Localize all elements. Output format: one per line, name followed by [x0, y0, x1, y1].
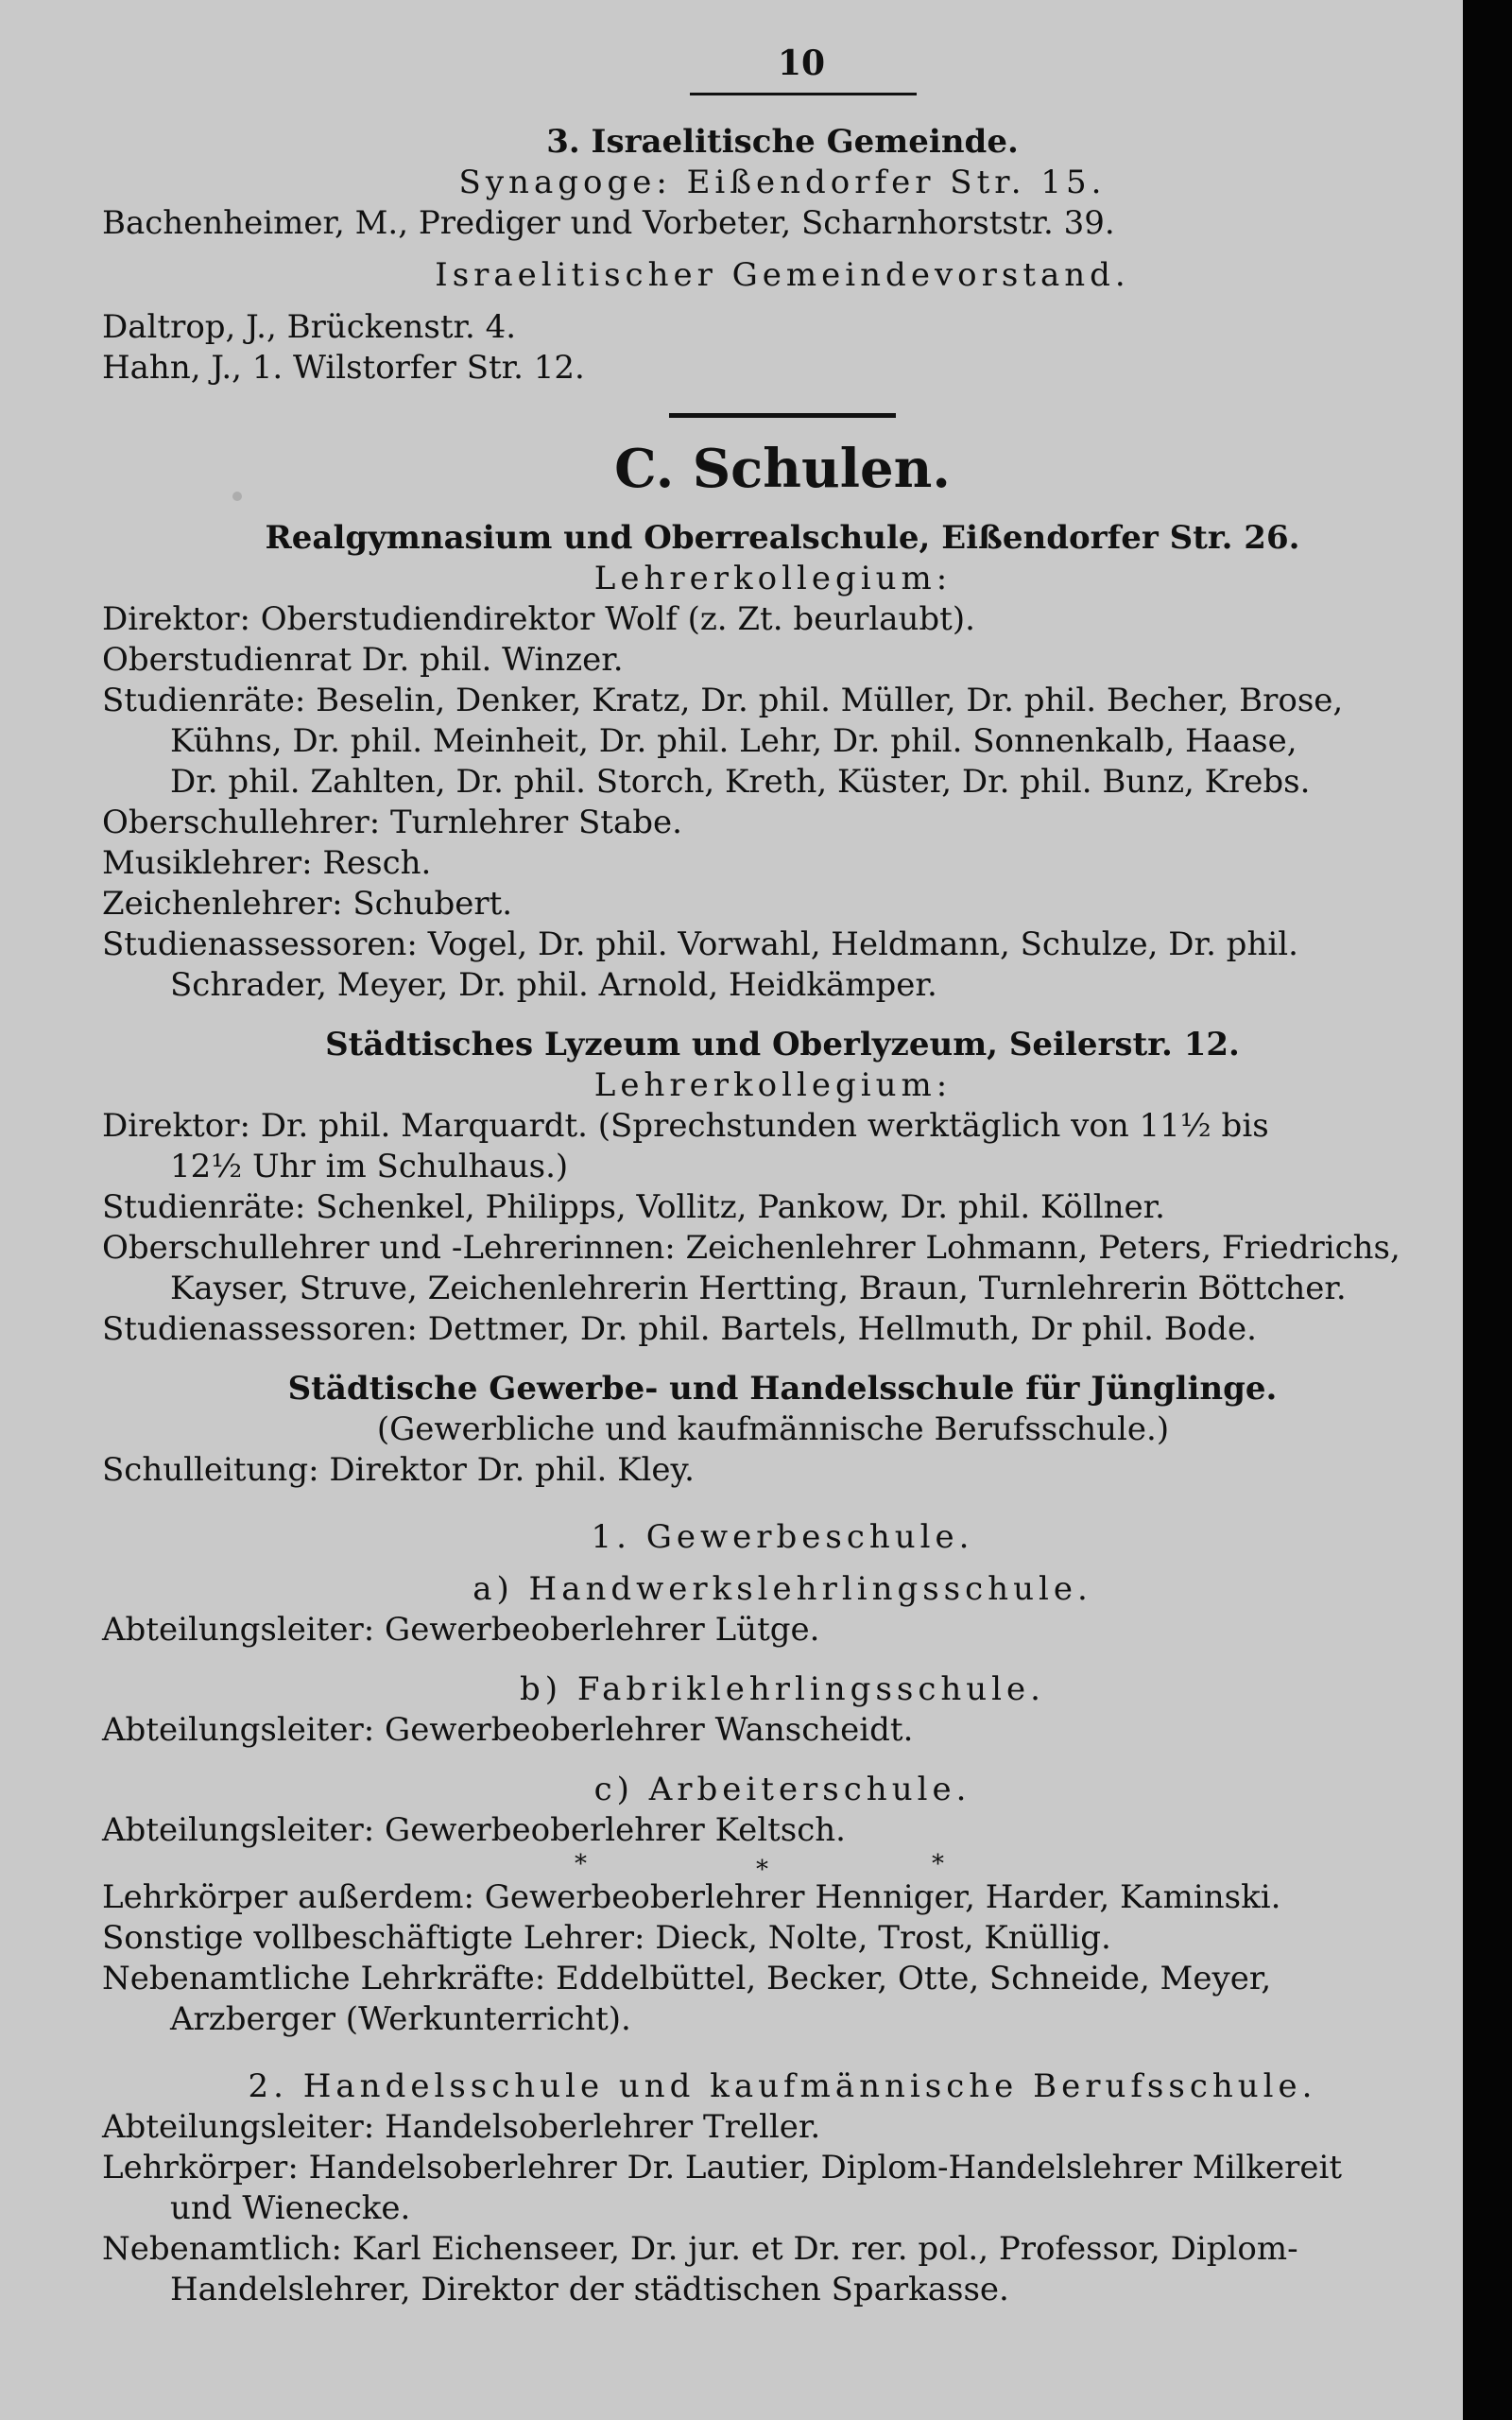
- israelite-heading: 3. Israelitische Gemeinde.: [546, 123, 1019, 161]
- asterisk: *: [932, 1850, 944, 1878]
- staff-line: Kühns, Dr. phil. Meinheit, Dr. phil. Lehr, Dr. phil. Sonnenkalb, Haase,: [170, 722, 1297, 760]
- asterism: [102, 1850, 1406, 1884]
- lyzeum-title: Städtisches Lyzeum und Oberlyzeum, Seilerstr. 12.: [325, 1026, 1240, 1063]
- staff-line: Nebenamtliche Lehrkräfte: Eddelbüttel, Becker, Otte, Schneide, Meyer,: [102, 1960, 1272, 1997]
- staff-line: Studienräte: Schenkel, Philipps, Vollitz, Pankow, Dr. phil. Köllner.: [102, 1188, 1165, 1226]
- staff-line: Direktor: Oberstudiendirektor Wolf (z. Zt. beurlaubt).: [102, 600, 975, 638]
- staff-line: Dr. phil. Zahlten, Dr. phil. Storch, Kreth, Küster, Dr. phil. Bunz, Krebs.: [170, 763, 1311, 801]
- staff-line: Arzberger (Werkunterricht).: [170, 2000, 631, 2038]
- lyzeum-staff-heading: Lehrerkollegium:: [593, 1066, 953, 1104]
- asterisk: *: [756, 1856, 768, 1884]
- staff-line: Lehrkörper außerdem: Gewerbeoberlehrer Henniger, Harder, Kaminski.: [102, 1878, 1281, 1916]
- staff-line: Musiklehrer: Resch.: [102, 844, 432, 882]
- preacher-line: Bachenheimer, M., Prediger und Vorbeter, Scharnhorststr. 39.: [102, 204, 1115, 242]
- page-content: [102, 38, 1406, 2310]
- gewerbe-section2-heading: 2. Handelsschule und kaufmännische Berufsschule.: [248, 2067, 1317, 2105]
- staff-line: und Wienecke.: [170, 2189, 411, 2227]
- staff-line: 12½ Uhr im Schulhaus.): [170, 1148, 569, 1185]
- section-divider: [669, 413, 896, 418]
- synagogue-line: Synagoge: Eißendorfer Str. 15.: [458, 164, 1107, 201]
- staff-line: Abteilungsleiter: Handelsoberlehrer Treller.: [102, 2108, 821, 2146]
- sub-b-head: Abteilungsleiter: Gewerbeoberlehrer Wanscheidt.: [102, 1711, 914, 1749]
- gewerbe-leadership: Schulleitung: Direktor Dr. phil. Kley.: [102, 1451, 695, 1489]
- sub-c-head: Abteilungsleiter: Gewerbeoberlehrer Keltsch.: [102, 1811, 846, 1849]
- realgymnasium-title: Realgymnasium und Oberrealschule, Eißendorfer Str. 26.: [265, 519, 1300, 557]
- staff-line: Oberschullehrer und -Lehrerinnen: Zeichenlehrer Lohmann, Peters, Friedrichs,: [102, 1229, 1400, 1267]
- sub-a-heading: a) Handwerkslehrlingsschule.: [472, 1570, 1092, 1608]
- staff-line: Nebenamtlich: Karl Eichenseer, Dr. jur. et Dr. rer. pol., Professor, Diplom-: [102, 2230, 1298, 2268]
- staff-line: Oberstudienrat Dr. phil. Winzer.: [102, 641, 624, 679]
- sub-a-head: Abteilungsleiter: Gewerbeoberlehrer Lütge.: [102, 1611, 820, 1649]
- gewerbe-title: Städtische Gewerbe- und Handelsschule für Jünglinge.: [287, 1370, 1278, 1408]
- sub-c-heading: c) Arbeiterschule.: [593, 1771, 971, 1808]
- staff-line: Studienassessoren: Dettmer, Dr. phil. Bartels, Hellmuth, Dr phil. Bode.: [102, 1310, 1257, 1348]
- sub-b-heading: b) Fabriklehrlingsschule.: [520, 1670, 1045, 1708]
- schools-heading: C. Schulen.: [614, 438, 951, 500]
- staff-line: Direktor: Dr. phil. Marquardt. (Sprechstunden werktäglich von 11½ bis: [102, 1107, 1269, 1145]
- staff-line: Sonstige vollbeschäftigte Lehrer: Dieck, Nolte, Trost, Knüllig.: [102, 1919, 1111, 1957]
- staff-line: Zeichenlehrer: Schubert.: [102, 885, 513, 923]
- gewerbe-section1-heading: 1. Gewerbeschule.: [591, 1518, 974, 1556]
- scan-edge: [1463, 0, 1512, 2420]
- gewerbe-subtitle: (Gewerbliche und kaufmännische Berufsschule.): [376, 1410, 1170, 1448]
- realgymnasium-staff-heading: Lehrerkollegium:: [593, 560, 953, 597]
- staff-line: Oberschullehrer: Turnlehrer Stabe.: [102, 804, 682, 841]
- board-heading: Israelitischer Gemeindevorstand.: [435, 256, 1130, 294]
- staff-line: Schrader, Meyer, Dr. phil. Arnold, Heidkämper.: [170, 966, 937, 1004]
- asterisk: *: [575, 1850, 587, 1878]
- staff-line: Studienräte: Beselin, Denker, Kratz, Dr. phil. Müller, Dr. phil. Becher, Brose,: [102, 682, 1344, 719]
- staff-line: Studienassessoren: Vogel, Dr. phil. Vorwahl, Heldmann, Schulze, Dr. phil.: [102, 925, 1298, 963]
- board-member: Hahn, J., 1. Wilstorfer Str. 12.: [102, 349, 585, 387]
- staff-line: Lehrkörper: Handelsoberlehrer Dr. Lautier, Diplom-Handelslehrer Milkereit: [102, 2149, 1342, 2187]
- page-number: 10: [777, 43, 826, 83]
- page-number-rule: [690, 93, 917, 95]
- board-member: Daltrop, J., Brückenstr. 4.: [102, 308, 517, 346]
- staff-line: Handelslehrer, Direktor der städtischen Sparkasse.: [170, 2271, 1009, 2308]
- staff-line: Kayser, Struve, Zeichenlehrerin Hertting, Braun, Turnlehrerin Böttcher.: [170, 1270, 1347, 1307]
